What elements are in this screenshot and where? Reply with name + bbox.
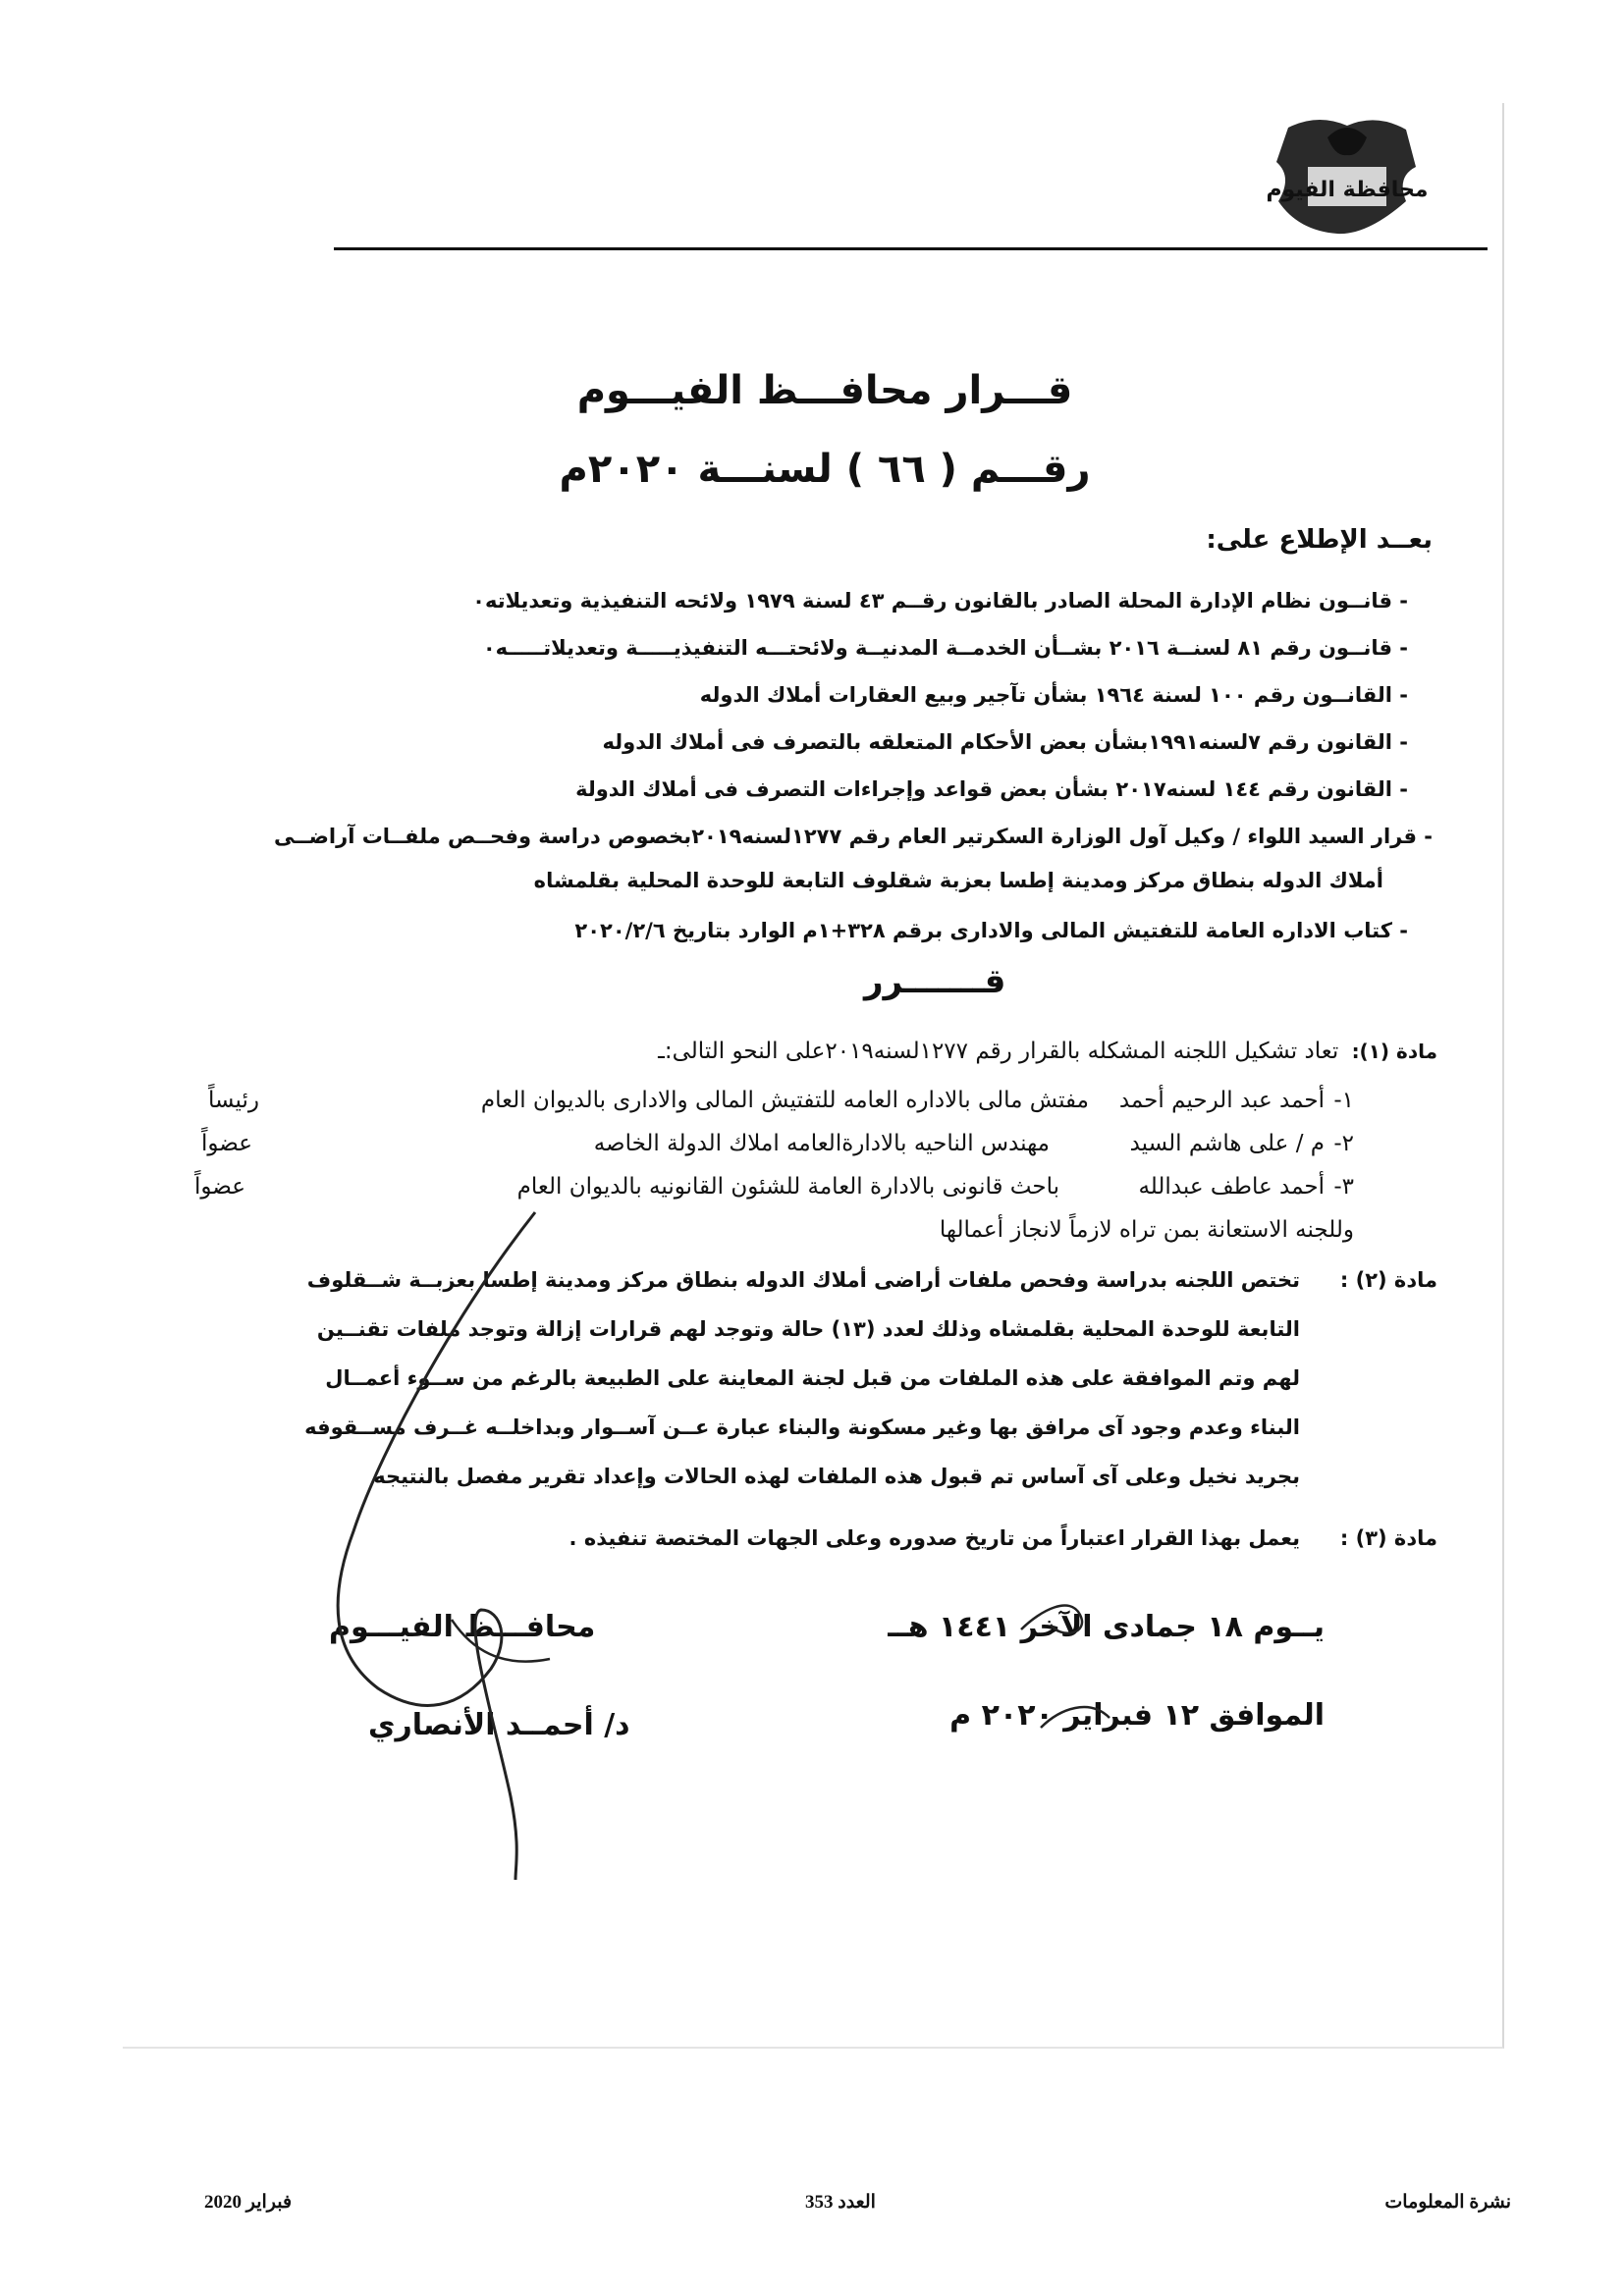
reference-item: - القانون رقم ٧لسنه١٩٩١بشأن بعض الأحكام المتعلقه بالتصرف فى أملاك الدوله bbox=[602, 730, 1408, 754]
date-gregorian: الموافق ١٢ فبراير ٢٠٢٠ م bbox=[949, 1698, 1325, 1733]
reference-item: - قانــون نظام الإدارة المحلة الصادر بالقانون رقــم ٤٣ لسنة ١٩٧٩ ولائحه التنفيذية وتعديلاته٠ bbox=[472, 589, 1408, 613]
member-name: أحمد عاطف عبدالله bbox=[1138, 1174, 1325, 1200]
article-1 bbox=[658, 1039, 1437, 1064]
svg-text:محافظة الفيوم: محافظة الفيوم bbox=[1266, 178, 1429, 202]
footer-date: فبراير 2020 bbox=[204, 2192, 293, 2213]
governor-title: محافـــظ الفيـــوم bbox=[329, 1610, 596, 1644]
article-2-line: البناء وعدم وجود آى مرافق بها وغير مسكونة والبناء عبارة عــن آســوار وبداخلــه غــرف مســقوفه bbox=[304, 1415, 1300, 1439]
committee-note: وللجنه الاستعانة بمن تراه لازماً لانجاز أعمالها bbox=[939, 1217, 1354, 1243]
article-2-label: مادة (٢) : bbox=[1339, 1268, 1437, 1292]
preamble: بعــد الإطلاع على: bbox=[1206, 525, 1433, 555]
article-2-line: التابعة للوحدة المحلية بقلمشاه وذلك لعدد (١٣) حالة وتوجد لهم قرارات إزالة وتوجد ملفات تقنــين bbox=[316, 1317, 1300, 1341]
member-job: مهندس الناحيه بالادارةالعامه املاك الدولة الخاصه bbox=[593, 1131, 1050, 1156]
member-job: مفتش مالى بالاداره العامه للتفتيش المالى والادارى بالديوان العام bbox=[480, 1088, 1089, 1113]
reference-item: - قانــون رقم ٨١ لسنــة ٢٠١٦ بشــأن الخدمــة المدنيــة ولائحتـــه التنفيذيـــــة وتعديلاتـــــه٠ bbox=[482, 636, 1408, 660]
decision-heading: قـــــــرر bbox=[864, 962, 1006, 1001]
member-name: أحمد عبد الرحيم أحمد bbox=[1118, 1088, 1325, 1113]
member-number: ٣- bbox=[1333, 1174, 1354, 1200]
article-3-label: مادة (٣) : bbox=[1339, 1526, 1437, 1550]
member-number: ١- bbox=[1333, 1088, 1354, 1113]
date-hijri: يــوم ١٨ جمادى الآخر ١٤٤١ هــ bbox=[888, 1610, 1325, 1644]
reference-item-continued: أملاك الدوله بنطاق مركز ومدينة إطسا بعزبة شقلوف التابعة للوحدة المحلية بقلمشاه bbox=[533, 869, 1383, 892]
fayoum-seal-icon bbox=[1249, 108, 1445, 245]
article-1-text: تعاد تشكيل اللجنه المشكله بالقرار رقم ١٢٧٧لسنه٢٠١٩على النحو التالى:ـ bbox=[658, 1039, 1339, 1064]
member-role: عضواً bbox=[201, 1131, 252, 1156]
reference-item: - قرار السيد اللواء / وكيل آول الوزارة السكرتير العام رقم ١٢٧٧لسنه٢٠١٩بخصوص دراسة وفحــص ملفــات آراضــى bbox=[274, 825, 1433, 848]
member-number: ٢- bbox=[1333, 1131, 1354, 1156]
reference-item: - كتاب الاداره العامة للتفتيش المالى والادارى برقم ٣٢٨+١م الوارد بتاريخ ٢٠٢٠/٢/٦ bbox=[574, 919, 1408, 942]
member-role: عضواً bbox=[194, 1174, 245, 1200]
member-job: باحث قانونى بالادارة العامة للشئون القانونيه بالديوان العام bbox=[516, 1174, 1059, 1200]
article-2-line: تختص اللجنه بدراسة وفحص ملفات أراضى أملاك الدوله بنطاق مركز ومدينة إطسا بعزبــة شــقلوف bbox=[306, 1268, 1300, 1292]
article-2-line: لهم وتم الموافقة على هذه الملفات من قبل لجنة المعاينة على الطبيعة بالرغم من ســوء أعمــال bbox=[325, 1366, 1300, 1390]
header-rule bbox=[334, 247, 1488, 250]
decree-number: رقـــم ( ٦٦ ) لسنـــة ٢٠٢٠م bbox=[559, 447, 1091, 492]
reference-item: - القانون رقم ١٤٤ لسنه٢٠١٧ بشأن بعض قواعد وإجراءات التصرف فى أملاك الدولة bbox=[575, 777, 1408, 801]
article-1-label: مادة (١): bbox=[1351, 1040, 1437, 1063]
article-3-text: يعمل بهذا القرار اعتباراً من تاريخ صدوره وعلى الجهات المختصة تنفيذه . bbox=[568, 1526, 1300, 1550]
footer-publication: نشرة المعلومات bbox=[1384, 2192, 1511, 2213]
member-name: م / على هاشم السيد bbox=[1129, 1131, 1325, 1156]
member-role: رئيساً bbox=[208, 1088, 259, 1113]
reference-item: - القانــون رقم ١٠٠ لسنة ١٩٦٤ بشأن تآجير وبيع العقارات أملاك الدوله bbox=[699, 683, 1408, 707]
article-2-line: بجريد نخيل وعلى آى آساس تم قبول هذه الملفات لهذه الحالات وإعداد تقرير مفصل بالنتيجه bbox=[373, 1465, 1300, 1488]
decree-title: قـــرار محافـــظ الفيـــوم bbox=[576, 368, 1073, 413]
governor-name: د/ أحمــد الأنصاري bbox=[368, 1708, 630, 1742]
footer-issue: العدد 353 bbox=[805, 2192, 876, 2213]
